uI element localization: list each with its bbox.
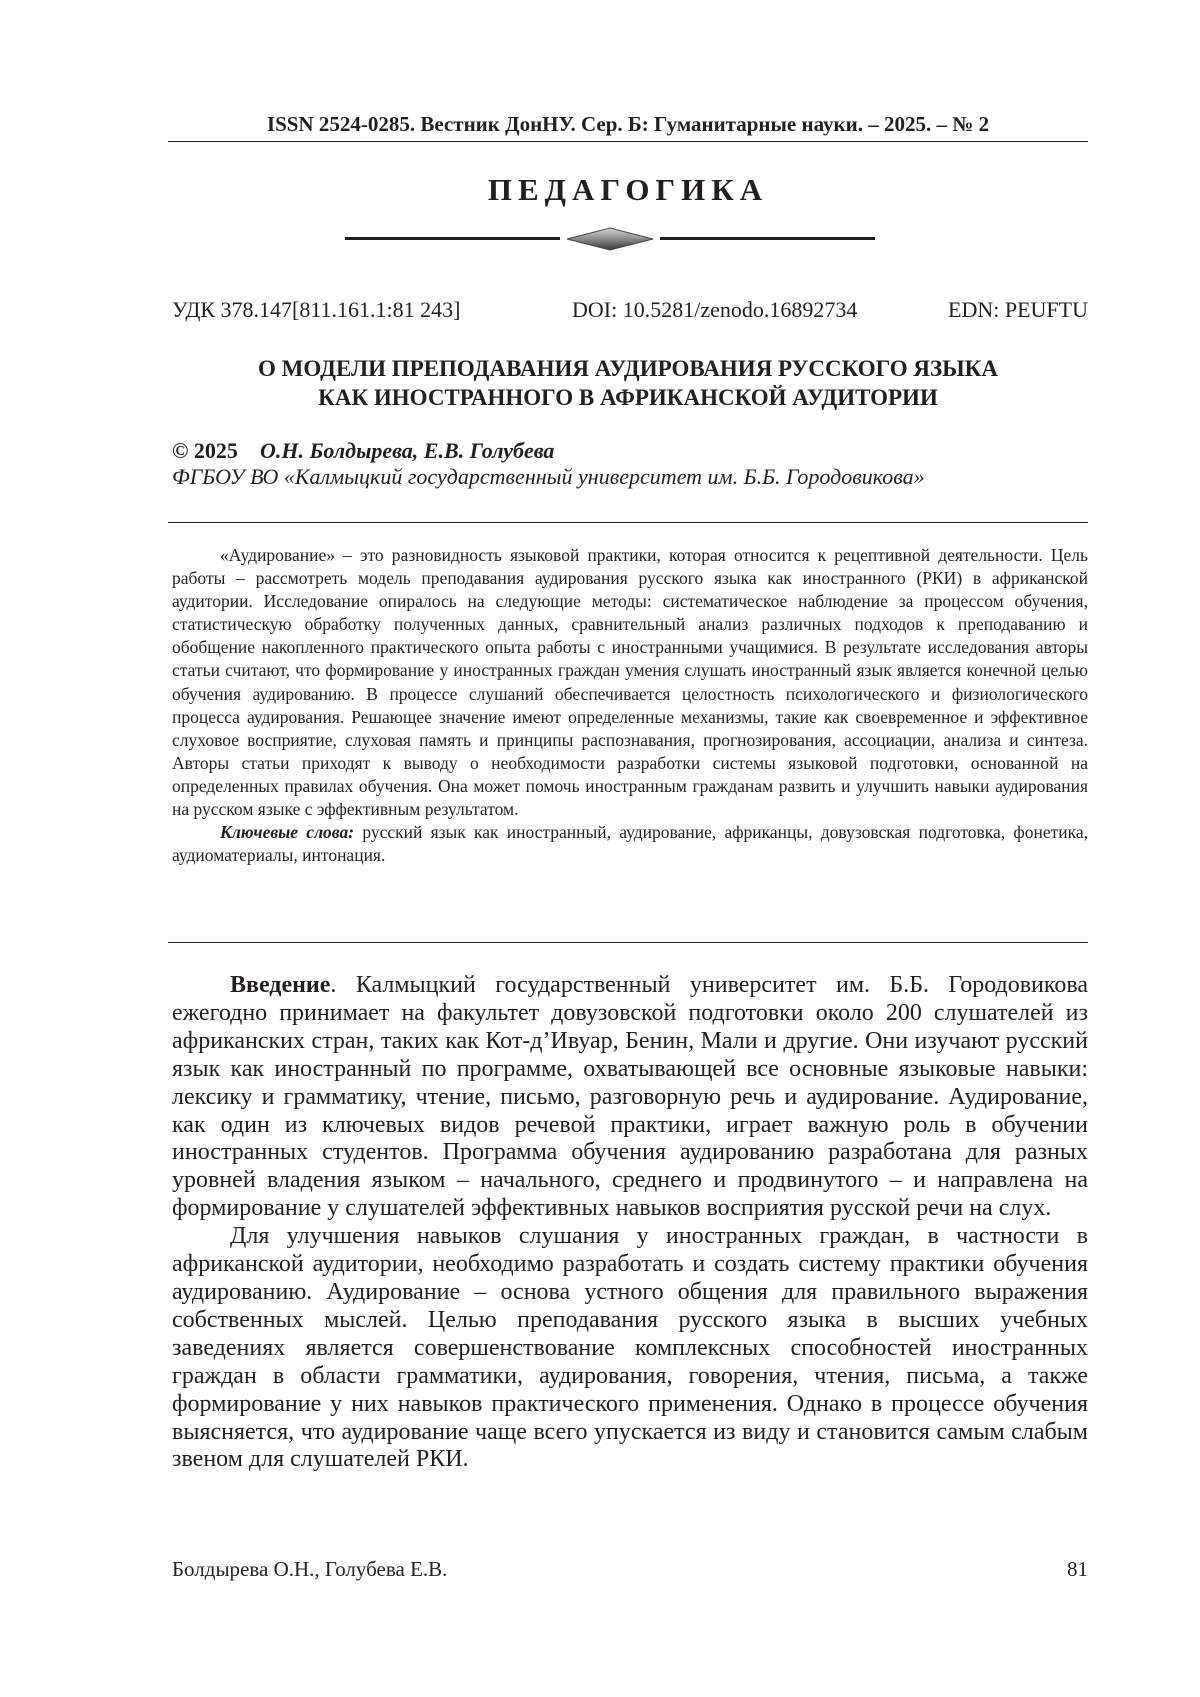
article-title xyxy=(168,354,1088,412)
abstract xyxy=(172,544,1088,867)
ornament-right-line xyxy=(660,237,875,240)
section-title: ПЕДАГОГИКА xyxy=(487,172,769,207)
edn-code: EDN: PEUFTU xyxy=(948,297,1088,322)
page-number: 81 xyxy=(1067,1557,1088,1581)
footer-authors: Болдырева О.Н., Голубева Е.В. xyxy=(172,1557,448,1581)
running-head: ISSN 2524-0285. Вестник ДонНУ. Сер. Б: Гуманитарные науки. – 2025. – № 2 xyxy=(266,112,990,136)
author-names: О.Н. Болдырева, Е.В. Голубева xyxy=(259,438,555,463)
paragraph-1-text: . Калмыцкий государственный университет им. Б.Б. Городовикова ежегодно принимает на факультет довузовской подготовки около 200 слушателей из африканских стран, таких как Кот-д’Ивуар, Бенин, Мали и другие. Они изучают русский язык как иностранный по программе, охватывающей все основные языковые навыки: лексику и грамматику, чтение, письмо, разговорную речь и аудирование. Аудирование, как один из ключевых видов речевой практики, играет важную роль в обучении иностранных студентов. Программа обучения аудированию разработана для разных уровней владения языком – начального, среднего и продвинутого – и направлена на формирование у слушателей эффективных навыков восприятия русской речи на слух. xyxy=(172,972,1088,1222)
doi-code: DOI: 10.5281/zenodo.16892734 xyxy=(572,297,858,322)
affiliation: ФГБОУ ВО «Калмыцкий государственный университет им. Б.Б. Городовикова» xyxy=(172,464,925,489)
keywords-text: русский язык как иностранный, аудирование, африканцы, довузовская подготовка, фонетика, аудиоматериалы, интонация. xyxy=(172,822,1088,866)
ornament-divider xyxy=(345,225,875,253)
article-body xyxy=(172,972,1088,1474)
keywords xyxy=(172,821,1088,867)
body-paragraph: Для улучшения навыков слушания у иностранных граждан, в частности в африканской аудитории, необходимо разработать и создать систему практики обучения аудированию. Аудирование – основа устного общения для правильного выражения собственных мыслей. Целью преподавания русского языка в высших учебных заведениях является совершенствование комплексных способностей иностранных граждан в области грамматики, аудирования, говорения, чтения, письма, а также формирование у них навыков практического применения. Однако в процессе обучения выясняется, что аудирование чаще всего упускается из виду и становится самым слабым звеном для слушателей РКИ. xyxy=(172,1223,1088,1473)
identifiers-row xyxy=(172,297,1088,327)
abstract-text: «Аудирование» – это разновидность языковой практики, которая относится к рецептивной деятельности. Цель работы – рассмотреть модель преподавания аудирования русского языка как иностранного (РКИ) в африканской аудитории. Исследование опиралось на следующие методы: систематическое наблюдение за процессом обучения, статистическую обработку полученных данных, сравнительный анализ различных подходов к преподаванию и обобщение накопленного практического опыта работы с иностранными учащимися. В результате исследования авторы статьи считают, что формирование у иностранных граждан умения слушать иностранный язык является конечной целью обучения аудированию. В процессе слушаний обеспечивается целостность психологического и физиологического процесса аудирования. Решающее значение имеют определенные механизмы, такие как своевременное и эффективное слуховое восприятие, слуховая память и принципы распознавания, прогнозирования, ассоциации, анализа и синтеза. Авторы статьи приходят к выводу о необходимости разработки системы языковой подготовки, основанной на определенных правилах обучения. Она может помочь иностранным гражданам развить и улучшить навыки аудирования на русском языке с эффективным результатом. xyxy=(172,545,1088,820)
authors-line xyxy=(172,438,554,464)
keywords-label: Ключевые слова: xyxy=(220,822,355,843)
udk-code: УДК 378.147[811.161.1:81 243] xyxy=(172,297,461,322)
article-title-line-2: КАК ИНОСТРАННОГО В АФРИКАНСКОЙ АУДИТОРИИ xyxy=(318,385,938,410)
copyright: © 2025 xyxy=(172,438,238,463)
body-paragraph xyxy=(172,972,1088,1223)
abstract-top-rule xyxy=(168,522,1088,523)
header-rule xyxy=(168,141,1088,142)
abstract-bottom-rule xyxy=(168,942,1088,943)
ornament-left-line xyxy=(345,237,560,240)
intro-heading: Введение xyxy=(230,972,331,998)
article-title-line-1: О МОДЕЛИ ПРЕПОДАВАНИЯ АУДИРОВАНИЯ РУССКОГО ЯЗЫКА xyxy=(258,356,998,381)
ornament-diamond xyxy=(567,228,653,250)
